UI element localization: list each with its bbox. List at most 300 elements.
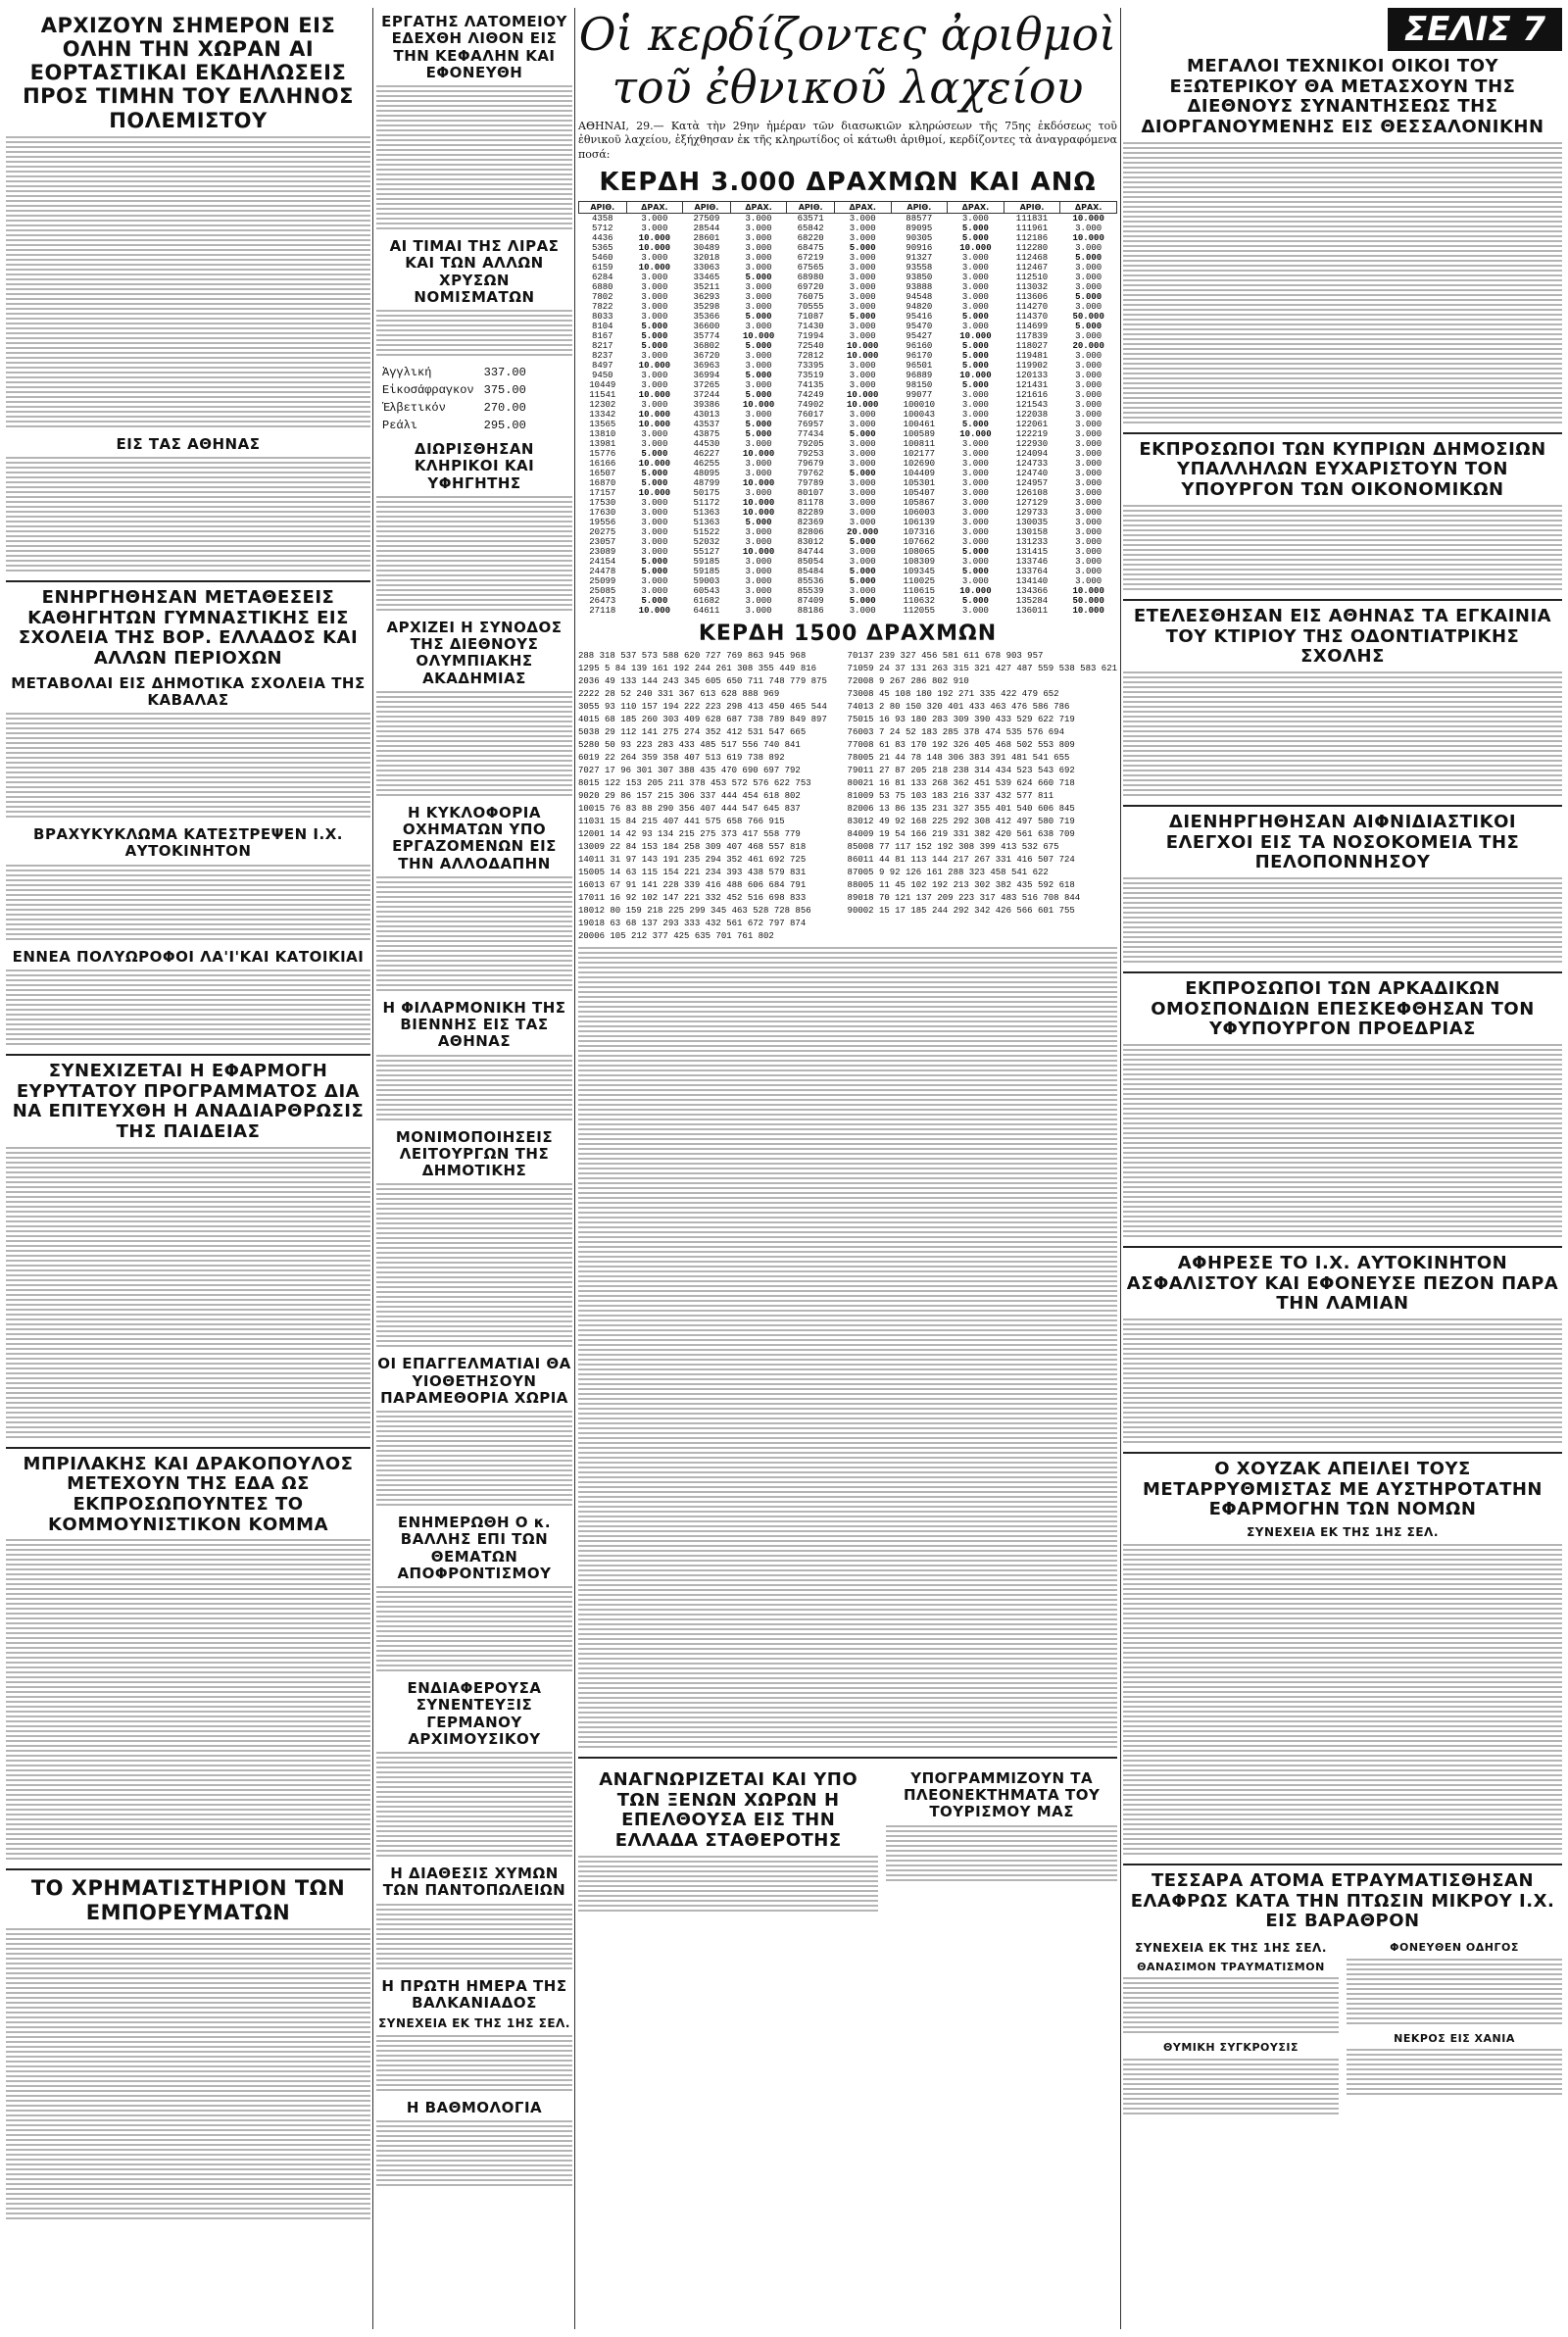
ticket-number: 7822	[591, 301, 613, 312]
prize-amount: 3.000	[961, 497, 989, 508]
headline-thessaloniki: ΜΕΓΑΛΟΙ ΤΕΧΝΙΚΟΙ ΟΙΚΟΙ ΤΟΥ ΕΞΩΤΕΡΙΚΟΥ ΘΑ ΜΕΤΑΣΧΟΥΝ ΤΗΣ ΔΙΕΘΝΟΥΣ ΣΥΝΑΝΤΗΣΕΩΣ ΤΗΣ ΔΙΟΡΓΑΝΟΥΜΕΝΗΣ ΕΙΣ ΘΕΣΣΑΛΟΝΙΚΗΝ	[1141, 56, 1544, 138]
prize-amount: 5.000	[641, 340, 668, 351]
list-item: 78005 21 44 78 148 306 383 391 481 541 655	[847, 752, 1070, 763]
article-body	[1123, 877, 1562, 966]
ticket-number: 111831	[1015, 213, 1049, 224]
ticket-number: 24154	[589, 556, 616, 567]
list-item: 13009 22 84 153 184 258 309 407 468 557 818	[578, 841, 807, 852]
ticket-number: 15776	[589, 448, 616, 459]
ticket-number: 67565	[797, 262, 824, 273]
ticket-number: 51363	[693, 507, 720, 518]
prize-amount: 10.000	[742, 330, 775, 341]
prize-amount: 3.000	[1075, 409, 1102, 420]
ticket-number: 43875	[693, 428, 720, 439]
prize-amount: 10.000	[638, 487, 671, 498]
prize-amount: 5.000	[641, 556, 668, 567]
ticket-number: 68220	[797, 232, 824, 243]
ticket-number: 110615	[903, 585, 936, 596]
table-row	[579, 557, 1117, 567]
article-body	[1123, 142, 1562, 426]
prize-amount: 5.000	[641, 566, 668, 576]
headline-dental-school: ΕΤΕΛΕΣΘΗΣΑΝ ΕΙΣ ΑΘΗΝΑΣ ΤΑ ΕΓΚΑΙΝΙΑ ΤΟΥ ΚΤΙΡΙΟΥ ΤΗΣ ΟΔΟΝΤΙΑΤΡΙΚΗΣ ΣΧΟΛΗΣ	[1133, 605, 1552, 668]
ticket-number: 37244	[693, 389, 720, 400]
headline-housing: ΕΝΝΕΑ ΠΟΛΥΩΡΟΦΟΙ ΛΑ'Ι'ΚΑΙ ΚΑΤΟΙΚΙΑΙ	[12, 947, 365, 966]
table-row: Ἑλβετικόν 270.00	[382, 401, 526, 415]
ticket-number: 85539	[797, 585, 824, 596]
ticket-number: 48095	[693, 468, 720, 478]
list-item: 7027 17 96 301 307 388 435 470 690 697 792	[578, 765, 801, 775]
ticket-number: 124740	[1015, 468, 1049, 478]
subheading-continued: ΣΥΝΕΧΕΙΑ ΕΚ ΤΗΣ 1ΗΣ ΣΕΛ.	[1135, 1940, 1327, 1955]
column-header: ΑΡΙΘ.	[787, 201, 835, 213]
prize-amount: 3.000	[745, 291, 772, 302]
ticket-number: 50175	[693, 487, 720, 498]
list-item: 1295 5 84 139 161 192 244 261 308 355 449 816	[578, 663, 817, 673]
ticket-number: 82806	[797, 526, 824, 537]
ticket-number: 110632	[903, 595, 936, 606]
prize-amount: 3.000	[961, 458, 989, 469]
table-row	[579, 263, 1117, 273]
prize-amount: 5.000	[849, 575, 876, 586]
ticket-number: 130158	[1015, 526, 1049, 537]
prize-amount: 10.000	[638, 458, 671, 469]
ticket-number: 36293	[693, 291, 720, 302]
list-item: 88005 11 45 102 192 213 302 382 435 592 618	[847, 879, 1075, 890]
ticket-number: 74135	[797, 379, 824, 390]
prize-amount: 10.000	[1072, 585, 1104, 596]
ticket-number: 113032	[1015, 281, 1049, 292]
prize-amount: 3.000	[641, 291, 668, 302]
ticket-number: 79205	[797, 438, 824, 449]
ticket-number: 12302	[589, 399, 616, 410]
prize-amount: 3.000	[1075, 399, 1102, 410]
prize-amount: 3.000	[1075, 360, 1102, 371]
prize-amount: 3.000	[961, 389, 989, 400]
article-body	[376, 876, 572, 994]
ticket-number: 4358	[591, 213, 613, 224]
small-prizes-right	[848, 650, 1117, 943]
prize-amount: 5.000	[745, 311, 772, 322]
prize-amount: 5.000	[849, 428, 876, 439]
prize-amount: 3.000	[641, 536, 668, 547]
prize-amount: 5.000	[849, 536, 876, 547]
table-row	[579, 233, 1117, 243]
page-number-banner: ΣΕΛΙΣ 7	[1388, 8, 1562, 51]
ticket-number: 4436	[591, 232, 613, 243]
headline-commodity-exchange: ΤΟ ΧΡΗΜΑΤΙΣΤΗΡΙΟΝ ΤΩΝ ΕΜΠΟΡΕΥΜΑΤΩΝ	[30, 1876, 346, 1924]
ticket-number: 88186	[797, 605, 824, 616]
right-column	[1123, 8, 1562, 2121]
list-item: 18012 80 159 218 225 299 345 463 528 728 856	[578, 905, 811, 916]
column-header: ΔΡΑΧ.	[834, 201, 891, 213]
subheading-fatal-injury: ΘΑΝΑΣΙΜΟΝ ΤΡΑΥΜΑΤΙΣΜΟΝ	[1137, 1960, 1325, 1973]
ticket-number: 76017	[797, 409, 824, 420]
ticket-number: 91327	[906, 252, 933, 263]
prize-amount: 3.000	[961, 517, 989, 527]
prize-amount: 5.000	[641, 595, 668, 606]
ticket-number: 8033	[591, 311, 613, 322]
prize-amount: 3.000	[1075, 477, 1102, 488]
prize-amount: 3.000	[849, 379, 876, 390]
ticket-number: 25099	[589, 575, 616, 586]
small-prizes-continued	[578, 947, 1117, 1751]
table-row	[579, 547, 1117, 557]
article-body	[6, 970, 370, 1048]
prize-amount: 3.000	[641, 428, 668, 439]
table-row	[579, 586, 1117, 596]
prize-amount: 5.000	[961, 311, 989, 322]
prize-amount: 5.000	[961, 350, 989, 361]
prize-amount: 5.000	[641, 330, 668, 341]
ticket-number: 111961	[1015, 223, 1049, 233]
ticket-number: 82369	[797, 517, 824, 527]
prize-amount: 5.000	[745, 419, 772, 429]
ticket-number: 16870	[589, 477, 616, 488]
ticket-number: 122930	[1015, 438, 1049, 449]
prize-amount: 10.000	[847, 389, 879, 400]
ticket-number: 68980	[797, 272, 824, 282]
prize-amount: 10.000	[959, 370, 992, 380]
ticket-number: 72540	[797, 340, 824, 351]
ticket-number: 129733	[1015, 507, 1049, 518]
ticket-number: 7802	[591, 291, 613, 302]
prize-amount: 3.000	[745, 526, 772, 537]
list-item: 15005 14 63 115 154 221 234 393 438 579 831	[578, 867, 807, 877]
column-header: ΔΡΑΧ.	[1060, 201, 1117, 213]
prize-amount: 3.000	[745, 458, 772, 469]
ticket-number: 100461	[903, 419, 936, 429]
lottery-table	[578, 201, 1117, 616]
prize-amount: 3.000	[849, 370, 876, 380]
ticket-number: 134140	[1015, 575, 1049, 586]
table-row: Ἀγγλική 337.00	[382, 366, 526, 379]
subheading-collision: ΘΥΜΙΚΗ ΣΥΓΚΡΟΥΣΙΣ	[1163, 2041, 1298, 2055]
prize-amount: 3.000	[961, 536, 989, 547]
prize-amount: 3.000	[1075, 448, 1102, 459]
prize-amount: 10.000	[638, 605, 671, 616]
prize-amount: 3.000	[961, 281, 989, 292]
ticket-number: 114270	[1015, 301, 1049, 312]
ticket-number: 69720	[797, 281, 824, 292]
ticket-number: 79789	[797, 477, 824, 488]
prize-amount: 10.000	[847, 350, 879, 361]
prize-amount: 10.000	[959, 585, 992, 596]
list-item: 12001 14 42 93 134 215 275 373 417 558 779	[578, 828, 801, 839]
ticket-number: 23057	[589, 536, 616, 547]
list-item: 73008 45 108 180 192 271 335 422 479 652	[847, 688, 1059, 699]
ticket-number: 8217	[591, 340, 613, 351]
ticket-number: 35366	[693, 311, 720, 322]
ticket-number: 105407	[903, 487, 936, 498]
table-row	[579, 596, 1117, 606]
ticket-number: 59003	[693, 575, 720, 586]
article-body	[1123, 671, 1562, 799]
list-item: 288 318 537 573 588 620 727 769 863 945 968	[578, 650, 807, 661]
headline-hospital-inspections: ΔΙΕΝΗΡΓΗΘΗΣΑΝ ΑΙΦΝΙΔΙΑΣΤΙΚΟΙ ΕΛΕΓΧΟΙ ΕΙΣ ΤΑ ΝΟΣΟΚΟΜΕΙΑ ΤΗΣ ΠΕΛΟΠΟΝΝΗΣΟΥ	[1165, 811, 1520, 873]
prize-amount: 3.000	[745, 281, 772, 292]
lottery-title: Οἱ κερδίζοντες ἀριθμοὶ τοῦ ἐθνικοῦ λαχείου	[578, 8, 1117, 114]
headline-cypriot-employees: ΕΚΠΡΟΣΩΠΟΙ ΤΩΝ ΚΥΠΡΙΩΝ ΔΗΜΟΣΙΩΝ ΥΠΑΛΛΗΛΩΝ ΕΥΧΑΡΙΣΤΟΥΝ ΤΟΝ ΥΠΟΥΡΓΟΝ ΤΩΝ ΟΙΚΟΝΟΜΙΚΩΝ	[1139, 438, 1546, 501]
prize-amount: 3.000	[745, 242, 772, 253]
ticket-number: 79253	[797, 448, 824, 459]
ticket-number: 44530	[693, 438, 720, 449]
article-body	[376, 1752, 572, 1860]
ticket-number: 17630	[589, 507, 616, 518]
ticket-number: 108065	[903, 546, 936, 557]
ticket-number: 16166	[589, 458, 616, 469]
list-item: 5280 50 93 223 283 433 485 517 556 740 841	[578, 739, 801, 750]
article-body	[6, 1147, 370, 1441]
headline-standings: Η ΒΑΘΜΟΛΟΓΙΑ	[406, 2098, 543, 2116]
prize-amount: 3.000	[961, 321, 989, 331]
prize-amount: 3.000	[1075, 281, 1102, 292]
prize-amount: 50.000	[1072, 595, 1104, 606]
prize-amount: 3.000	[1075, 350, 1102, 361]
prize-amount: 3.000	[1075, 301, 1102, 312]
ticket-number: 37265	[693, 379, 720, 390]
table-row	[579, 498, 1117, 508]
prize-amount: 3.000	[961, 487, 989, 498]
prize-amount: 10.000	[638, 242, 671, 253]
ticket-number: 96889	[906, 370, 933, 380]
article-body	[376, 1586, 572, 1674]
article-body	[886, 1825, 1117, 1884]
prize-amount: 3.000	[849, 252, 876, 263]
prize-amount: 3.000	[745, 213, 772, 224]
prize-amount: 3.000	[745, 605, 772, 616]
list-item: 5038 29 112 141 275 274 352 412 531 547 665	[578, 726, 807, 737]
ticket-number: 10449	[589, 379, 616, 390]
ticket-number: 114699	[1015, 321, 1049, 331]
table-row: Εἰκοσάφραγκον 375.00	[382, 383, 526, 397]
ticket-number: 55127	[693, 546, 720, 557]
prize-amount: 3.000	[745, 350, 772, 361]
table-row: Ρεάλι 295.00	[382, 419, 526, 432]
ticket-number: 33063	[693, 262, 720, 273]
prize-amount: 5.000	[849, 595, 876, 606]
prize-amount: 10.000	[638, 232, 671, 243]
prize-amount: 5.000	[961, 566, 989, 576]
ticket-number: 27118	[589, 605, 616, 616]
ticket-number: 64611	[693, 605, 720, 616]
ticket-number: 95427	[906, 330, 933, 341]
ticket-number: 77434	[797, 428, 824, 439]
headline-celebrations: ΑΡΧΙΖΟΥΝ ΣΗΜΕΡΟΝ ΕΙΣ ΟΛΗΝ ΤΗΝ ΧΩΡΑΝ ΑΙ ΕΟΡΤΑΣΤΙΚΑΙ ΕΚΔΗΛΩΣΕΙΣ ΠΡΟΣ ΤΙΜΗΝ ΤΟΥ ΕΛΛΗΝΟΣ ΠΟΛΕΜΙΣΤΟΥ	[23, 14, 354, 132]
ticket-number: 124957	[1015, 477, 1049, 488]
table-row	[579, 351, 1117, 361]
prize-amount: 10.000	[742, 497, 775, 508]
prize-amount: 5.000	[745, 389, 772, 400]
ticket-number: 74902	[797, 399, 824, 410]
prize-amount: 3.000	[1075, 379, 1102, 390]
ticket-number: 90916	[906, 242, 933, 253]
ticket-number: 46227	[693, 448, 720, 459]
prize-amount: 3.000	[1075, 546, 1102, 557]
column-header: ΔΡΑΧ.	[948, 201, 1004, 213]
article-body	[376, 2035, 572, 2094]
prize-amount: 3.000	[1075, 517, 1102, 527]
list-item: 84009 19 54 166 219 331 382 420 561 638 709	[847, 828, 1075, 839]
ticket-number: 113606	[1015, 291, 1049, 302]
prize-amount: 5.000	[1075, 252, 1102, 263]
prize-amount: 3.000	[1075, 370, 1102, 380]
ticket-number: 17530	[589, 497, 616, 508]
table-row	[579, 331, 1117, 341]
table-row	[579, 518, 1117, 527]
ticket-number: 8104	[591, 321, 613, 331]
headline-permanent-staff: ΜΟΝΙΜΟΠΟΙΗΣΕΙΣ ΛΕΙΤΟΥΡΓΩΝ ΤΗΣ ΔΗΜΟΤΙΚΗΣ	[395, 1127, 554, 1179]
prize-amount: 3.000	[1075, 487, 1102, 498]
prize-amount: 3.000	[849, 497, 876, 508]
prize-amount: 10.000	[1072, 232, 1104, 243]
list-item: 87005 9 92 126 161 288 323 458 541 622	[847, 867, 1049, 877]
table-row	[579, 282, 1117, 292]
ticket-number: 48799	[693, 477, 720, 488]
table-row	[579, 371, 1117, 380]
prize-amount: 3.000	[961, 252, 989, 263]
ticket-number: 135284	[1015, 595, 1049, 606]
ticket-number: 43013	[693, 409, 720, 420]
list-item: 19018 63 68 137 293 333 432 561 672 797 874	[578, 918, 807, 928]
table-row	[579, 273, 1117, 282]
headline-vehicles-abroad: Η ΚΥΚΛΟΦΟΡΙΑ ΟΧΗΜΑΤΩΝ ΥΠΟ ΕΡΓΑΖΟΜΕΝΩΝ ΕΙΣ ΤΗΝ ΑΛΛΟΔΑΠΗΝ	[392, 803, 557, 872]
prize-amount: 3.000	[641, 379, 668, 390]
prize-amount: 3.000	[1075, 389, 1102, 400]
table-row	[579, 567, 1117, 576]
table-row	[579, 390, 1117, 400]
prize-amount: 3.000	[745, 575, 772, 586]
prize-amount: 3.000	[641, 213, 668, 224]
list-item: 80021 16 81 133 268 362 451 539 624 660 718	[847, 777, 1075, 788]
table-row	[579, 302, 1117, 312]
ticket-number: 35298	[693, 301, 720, 312]
ticket-number: 83012	[797, 536, 824, 547]
prize-amount: 10.000	[1072, 605, 1104, 616]
prize-amount: 3.000	[961, 605, 989, 616]
ticket-number: 71994	[797, 330, 824, 341]
article-body	[6, 457, 370, 574]
list-item: 8015 122 153 205 211 378 453 572 576 622 753	[578, 777, 811, 788]
prize-amount: 3.000	[1075, 458, 1102, 469]
prize-amount: 10.000	[959, 242, 992, 253]
article-body	[376, 1055, 572, 1123]
prize-amount: 10.000	[959, 330, 992, 341]
list-item: 74013 2 80 150 320 401 433 463 476 586 786	[847, 701, 1070, 712]
prize-amount: 20.000	[1072, 340, 1104, 351]
ticket-number: 121616	[1015, 389, 1049, 400]
prize-amount: 5.000	[1075, 321, 1102, 331]
prize-amount: 3.000	[1075, 262, 1102, 273]
prize-amount: 3.000	[849, 477, 876, 488]
ticket-number: 39386	[693, 399, 720, 410]
ticket-number: 73519	[797, 370, 824, 380]
prize-amount: 3.000	[641, 438, 668, 449]
prize-amount: 20.000	[847, 526, 879, 537]
headline-clerics: ΔΙΩΡΙΣΘΗΣΑΝ ΚΛΗΡΙΚΟΙ ΚΑΙ ΥΦΗΓΗΤΗΣ	[414, 440, 535, 492]
ticket-number: 43537	[693, 419, 720, 429]
prize-amount: 10.000	[742, 507, 775, 518]
prize-amount: 5.000	[961, 360, 989, 371]
article-body	[6, 713, 370, 820]
prize-amount: 3.000	[849, 409, 876, 420]
prize-amount: 10.000	[847, 340, 879, 351]
prize-amount: 3.000	[961, 262, 989, 273]
prize-amount: 5.000	[641, 477, 668, 488]
ticket-number: 67219	[797, 252, 824, 263]
list-item: 86011 44 81 113 144 217 267 331 416 507 724	[847, 854, 1075, 865]
ticket-number: 46255	[693, 458, 720, 469]
table-row	[579, 312, 1117, 322]
column-rule	[574, 8, 575, 2329]
ticket-number: 32018	[693, 252, 720, 263]
list-item: 89018 70 121 137 209 223 317 483 516 708 844	[847, 892, 1081, 903]
gold-price-table	[376, 363, 532, 435]
ticket-number: 36994	[693, 370, 720, 380]
list-item: 76003 7 24 52 183 285 378 474 535 576 694	[847, 726, 1064, 737]
ticket-number: 33465	[693, 272, 720, 282]
table-row	[579, 508, 1117, 518]
ticket-number: 105867	[903, 497, 936, 508]
ticket-number: 119481	[1015, 350, 1049, 361]
article-body	[6, 136, 370, 430]
headline-professionals: ΟΙ ΕΠΑΓΓΕΛΜΑΤΙΑΙ ΘΑ ΥΙΟΘΕΤΗΣΟΥΝ ΠΑΡΑΜΕΘΟΡΙΑ ΧΩΡΙΑ	[377, 1355, 571, 1407]
prize-amount: 3.000	[745, 468, 772, 478]
table-row	[579, 322, 1117, 331]
column-header: ΑΡΙΘ.	[891, 201, 948, 213]
ticket-number: 27509	[693, 213, 720, 224]
headline-gold-prices: ΑΙ ΤΙΜΑΙ ΤΗΣ ΛΙΡΑΣ ΚΑΙ ΤΩΝ ΑΛΛΩΝ ΧΡΥΣΩΝ ΝΟΜΙΣΜΑΤΩΝ	[389, 237, 560, 306]
ticket-number: 94548	[906, 291, 933, 302]
prize-amount: 3.000	[641, 526, 668, 537]
ticket-number: 119902	[1015, 360, 1049, 371]
table-row	[579, 537, 1117, 547]
ticket-number: 80107	[797, 487, 824, 498]
ticket-number: 76075	[797, 291, 824, 302]
ticket-number: 110025	[903, 575, 936, 586]
prize-amount: 3.000	[1075, 438, 1102, 449]
subheading-continued: ΣΥΝΕΧΕΙΑ ΕΚ ΤΗΣ 1ΗΣ ΣΕΛ.	[1247, 1525, 1439, 1540]
ticket-number: 120133	[1015, 370, 1049, 380]
prize-amount: 3.000	[1075, 272, 1102, 282]
prize-amount: 3.000	[961, 301, 989, 312]
table-row	[579, 478, 1117, 488]
prize-amount: 5.000	[745, 272, 772, 282]
prize-amount: 3.000	[641, 281, 668, 292]
prize-amount: 3.000	[1075, 223, 1102, 233]
ticket-number: 36802	[693, 340, 720, 351]
ticket-number: 59185	[693, 566, 720, 576]
ticket-number: 93558	[906, 262, 933, 273]
ticket-number: 112186	[1015, 232, 1049, 243]
prize-amount: 5.000	[961, 546, 989, 557]
ticket-number: 105301	[903, 477, 936, 488]
prize-amount: 3.000	[745, 536, 772, 547]
ticket-number: 100043	[903, 409, 936, 420]
headline-juices: Η ΔΙΑΘΕΣΙΣ ΧΥΜΩΝ ΤΩΝ ΠΑΝΤΟΠΩΛΕΙΩΝ	[382, 1865, 566, 1900]
ticket-number: 36963	[693, 360, 720, 371]
lottery-section	[578, 8, 1117, 1918]
list-item: 10015 76 83 88 290 356 407 444 547 645 837	[578, 803, 801, 814]
ticket-number: 100589	[903, 428, 936, 439]
article-body	[1123, 2059, 1339, 2117]
list-item: 82006 13 86 135 231 327 355 401 540 606 845	[847, 803, 1075, 814]
list-item: 71059 24 37 131 263 315 321 427 487 559 538 583 621	[847, 663, 1117, 673]
article-body	[578, 1856, 878, 1914]
prize-amount: 3.000	[1075, 556, 1102, 567]
ticket-number: 8497	[591, 360, 613, 371]
table-row	[579, 459, 1117, 469]
prize-amount: 3.000	[961, 409, 989, 420]
